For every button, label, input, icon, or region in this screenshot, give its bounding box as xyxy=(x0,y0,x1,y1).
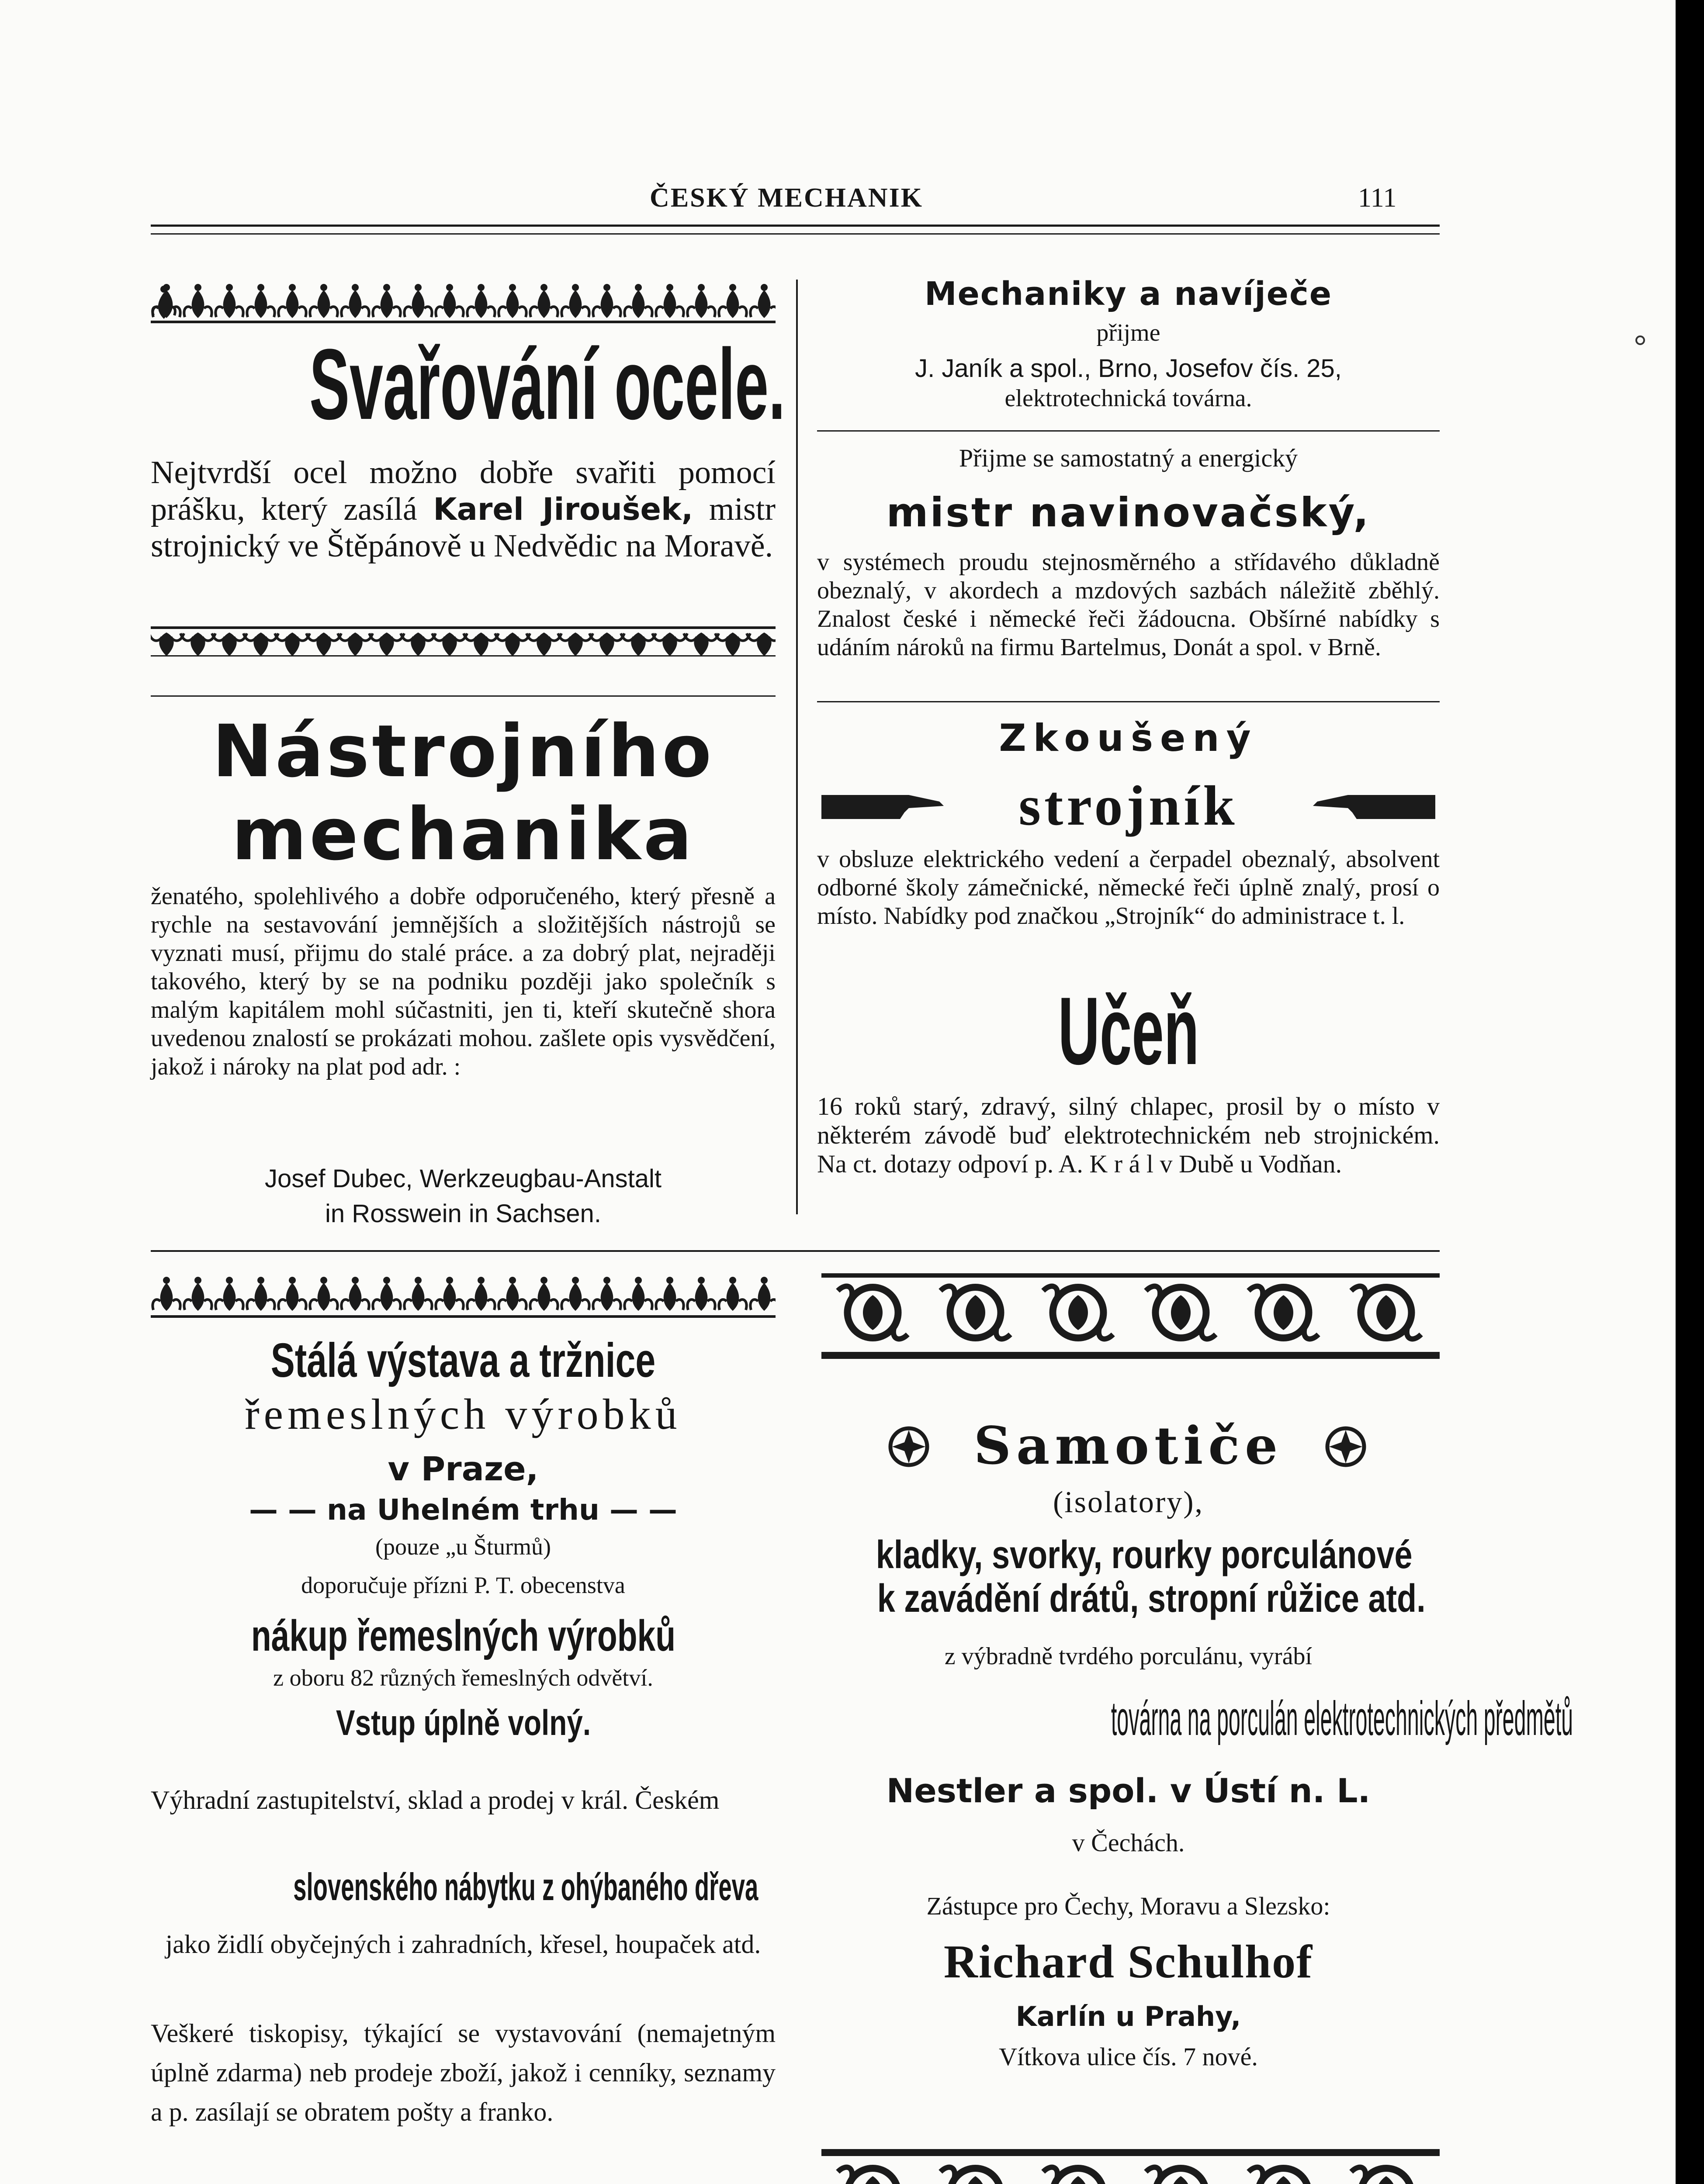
strojnik-title-1: Zkoušený xyxy=(999,716,1258,760)
samotice-title: Samotiče xyxy=(973,1415,1283,1476)
samotice-subtitle: (isolatory), xyxy=(1053,1486,1204,1519)
vystava-para-1: Výhradní zastupitelství, sklad a prodej v král. Českém xyxy=(151,1786,720,1814)
margin-dot xyxy=(1635,335,1645,345)
strojnik-text: v obsluze elektrického vedení a čerpadel obeznalý, absolvent odborné školy zámečnické, německé řeči úplně znalý, prosí o místo. Nabídky pod značkou „Strojník“ do administrace t. l. xyxy=(817,846,1440,930)
right-rule-2 xyxy=(817,701,1440,702)
ucen-text: 16 roků starý, zdravý, silný chlapec, prosil by o místo v některém závodě buď elektrotechnickém neb strojnickém. Na ct. dotazy odpoví p. A. K r á l v Dubě u Vodňan. xyxy=(817,1092,1440,1178)
header-rule-top xyxy=(151,225,1440,227)
pointing-hand-right-icon xyxy=(1304,782,1435,826)
vystava-line-4: — — na Uhelném trhu — — xyxy=(249,1493,677,1527)
column-divider-top xyxy=(796,280,798,1214)
vystava-para-2: jako židlí obyčejných i zahradních, křesel, houpaček atd. xyxy=(165,1930,761,1959)
samotice-line-7: Zástupce pro Čechy, Moravu a Slezsko: xyxy=(926,1892,1330,1920)
samotice-line-5: Nestler a spol. v Ústí n. L. xyxy=(886,1771,1371,1810)
vystava-line-9: Vstup úplně volný. xyxy=(336,1703,591,1743)
vystava-line-5: (pouze „u Šturmů) xyxy=(375,1534,551,1560)
samotice-line-9: Karlín u Prahy, xyxy=(1015,2001,1241,2032)
mechaniky-line-1: přijme xyxy=(1096,319,1160,346)
running-header-title: ČESKÝ MECHANIK xyxy=(650,183,923,213)
samotice-line-2: k zavádění drátů, stropní růžice atd. xyxy=(877,1577,1426,1621)
svarovani-title: Svařování ocele. xyxy=(309,328,786,440)
samotice-line-4: továrna na porculán elektrotechnických předmětů xyxy=(1111,1692,1573,1745)
section-divider xyxy=(151,1250,1440,1252)
samotice-line-3: z výbradně tvrdého porculánu, vyrábí xyxy=(944,1643,1313,1670)
ornament-border-vystava-top xyxy=(151,1273,776,1321)
ucen-title: Učeň xyxy=(1058,977,1199,1085)
ornament-frieze-top xyxy=(821,1273,1440,1361)
nastrojniho-title-2: mechanika xyxy=(232,792,695,876)
cross-ornament-right-icon xyxy=(1324,1425,1368,1469)
samotice-line-10: Vítkova ulice čís. 7 nové. xyxy=(999,2042,1258,2071)
nastrojniho-text: ženatého, spolehlivého a dobře odporučeného, který přesně a rychle na sestavování jemnějších a složitějších nástrojů se vyznati musí, přijmu do stalé práce. a za dobrý plat, nejraději takového, který by se na podniku později jako společník s malým kapitálem mohl súčastniti, jen ti, kteří skutečně shora uvedenou znalostí se prokázati mohou. zašlete opis vysvědčení, jakož i nároky na plat pod adr. : xyxy=(151,883,776,1080)
vystava-line-8: z oboru 82 různých řemeslných odvětví. xyxy=(273,1665,653,1691)
mistr-title: mistr navinovačský, xyxy=(886,489,1371,536)
ornament-border-middle xyxy=(151,625,776,660)
mechaniky-title: Mechaniky a navíječe xyxy=(924,275,1333,313)
ornament-border-top xyxy=(151,284,776,328)
vystava-line-7: nákup řemeslných výrobků xyxy=(251,1611,675,1660)
ornament-frieze-bottom xyxy=(821,2149,1440,2184)
right-rule-1 xyxy=(817,430,1440,432)
strojnik-title-2: strojník xyxy=(1018,774,1238,837)
header-rule-bottom xyxy=(151,233,1440,235)
vystava-line-2: řemeslných výrobků xyxy=(245,1390,682,1438)
vystava-line-10: slovenského nábytku z ohýbaného dřeva xyxy=(293,1865,758,1908)
samotice-line-8: Richard Schulhof xyxy=(943,1936,1313,1988)
vystava-line-6: doporučuje přízni P. T. obecenstva xyxy=(301,1572,625,1598)
mistr-text: v systémech proudu stejnosměrného a střídavého důkladně obeznalý, v akordech a mzdových sazbách náležitě zběhlý. Znalost české i německé řeči žádoucna. Obšírné nabídky s udáním nároků na firmu Bartelmus, Donát a spol. v Brně. xyxy=(817,549,1440,661)
nastrojniho-signature-2: in Rosswein in Sachsen. xyxy=(325,1199,601,1228)
svarovani-name: Karel Jiroušek, xyxy=(433,491,693,527)
left-rule-1 xyxy=(151,695,776,697)
mistr-intro: Přijme se samostatný a energický xyxy=(959,444,1298,472)
vystava-line-3: v Praze, xyxy=(388,1449,539,1488)
vystava-para-3: Veškeré tiskopisy, týkající se vystavování (nemajetným úplně zdarma) neb prodeje zboží, jakož i cenníky, seznamy a p. zasílají se obratem pošty a franko. xyxy=(151,2019,776,2126)
nastrojniho-signature-1: Josef Dubec, Werkzeugbau-Anstalt xyxy=(264,1165,662,1193)
svarovani-text: Nejtvrdší ocel možno dobře svařiti pomocí prášku, který zasílá Karel Jiroušek, mistr strojnický ve Štěpánově u Nedvědic na Moravě. xyxy=(151,455,776,564)
nastrojniho-title-1: Nástrojního xyxy=(212,709,714,793)
mechaniky-line-2: J. Janík a spol., Brno, Josefov čís. 25, xyxy=(915,354,1342,383)
page-number: 111 xyxy=(1358,183,1397,213)
vystava-line-1: Stálá výstava a tržnice xyxy=(270,1334,656,1387)
samotice-line-1: kladky, svorky, rourky porculánové xyxy=(876,1533,1413,1577)
mechaniky-line-3: elektrotechnická továrna. xyxy=(1004,385,1252,412)
samotice-line-6: v Čechách. xyxy=(1072,1828,1185,1857)
